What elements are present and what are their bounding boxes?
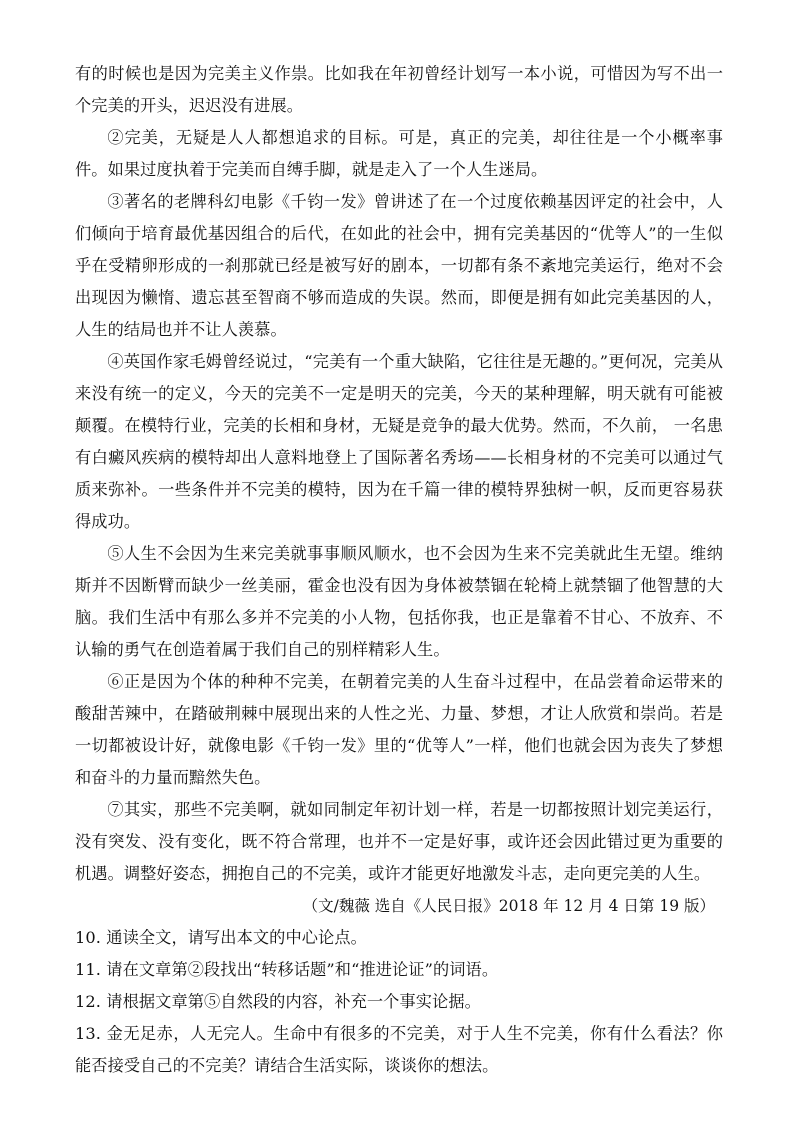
article-paragraph-continued: 有的时候也是因为完美主义作祟。比如我在年初曾经计划写一本小说，可惜因为写不出一个完美的开头，迟迟没有进展。 — [75, 64, 723, 115]
article-paragraph-4: ④英国作家毛姆曾经说过，“完美有一个重大缺陷，它往往是无趣的。”更何况，完美从来没有统一的定义，今天的完美不一定是明天的完美，今天的某种理解，明天就有可能被颠覆。在模特行业，完美的长相和身材，无疑是竞争的最大优势。然而，不久前， 一名患有白癜风疾病的模特却出人意料地登上了国际著名秀场——长相身材的不完美可以通过气质来弥补。一些条件并不完美的模特，因为在千篇一律的模特界独树一帜，反而更容易获得成功。 — [75, 352, 723, 531]
article-paragraph-7: ⑦其实，那些不完美啊，就如同制定年初计划一样，若是一切都按照计划完美运行，没有突发、没有变化，既不符合常理，也并不一定是好事，或许还会因此错过更为重要的机遇。调整好姿态，拥抱自己的不完美，或许才能更好地激发斗志，走向更完美的人生。 — [75, 800, 723, 883]
question-12: 12. 请根据文章第⑤自然段的内容，补充一个事实论据。 — [75, 992, 481, 1011]
article-paragraph-2: ②完美，无疑是人人都想追求的目标。可是，真正的完美，却往往是一个小概率事件。如果过度执着于完美而自缚手脚，就是走入了一个人生迷局。 — [75, 128, 723, 179]
question-10: 10. 通读全文，请写出本文的中心论点。 — [75, 928, 367, 947]
question-13: 13. 金无足赤，人无完人。生命中有很多的不完美，对于人生不完美，你有什么看法？你能否接受自己的不完美？请结合生活实际，谈谈你的想法。 — [75, 1024, 723, 1075]
article-paragraph-6: ⑥正是因为个体的种种不完美，在朝着完美的人生奋斗过程中，在品尝着命运带来的酸甜苦辣中，在踏破荆棘中展现出来的人性之光、力量、梦想，才让人欣赏和崇尚。若是一切都被设计好，就像电影《千钧一发》里的“优等人”一样，他们也就会因为丧失了梦想和奋斗的力量而黯然失色。 — [75, 672, 723, 787]
article-source: （文/魏薇 选自《人民日报》2018 年 12 月 4 日第 19 版） — [302, 897, 715, 915]
question-11: 11. 请在文章第②段找出“转移话题”和“推进论证”的词语。 — [75, 960, 499, 979]
document-page — [75, 58, 723, 1082]
article-paragraph-3: ③著名的老牌科幻电影《千钧一发》曾讲述了在一个过度依赖基因评定的社会中，人们倾向于培育最优基因组合的后代，在如此的社会中，拥有完美基因的“优等人”的一生似乎在受精卵形成的一刹那就已经是被写好的剧本，一切都有条不紊地完美运行，绝对不会出现因为懒惰、遗忘甚至智商不够而造成的失误。然而，即便是拥有如此完美基因的人，人生的结局也并不让人羡慕。 — [75, 192, 723, 339]
article-paragraph-5: ⑤人生不会因为生来完美就事事顺风顺水，也不会因为生来不完美就此生无望。维纳斯并不因断臂而缺少一丝美丽，霍金也没有因为身体被禁锢在轮椅上就禁锢了他智慧的大脑。我们生活中有那么多并不完美的小人物，包括你我，也正是靠着不甘心、不放弃、不认输的勇气在创造着属于我们自己的别样精彩人生。 — [75, 544, 723, 659]
